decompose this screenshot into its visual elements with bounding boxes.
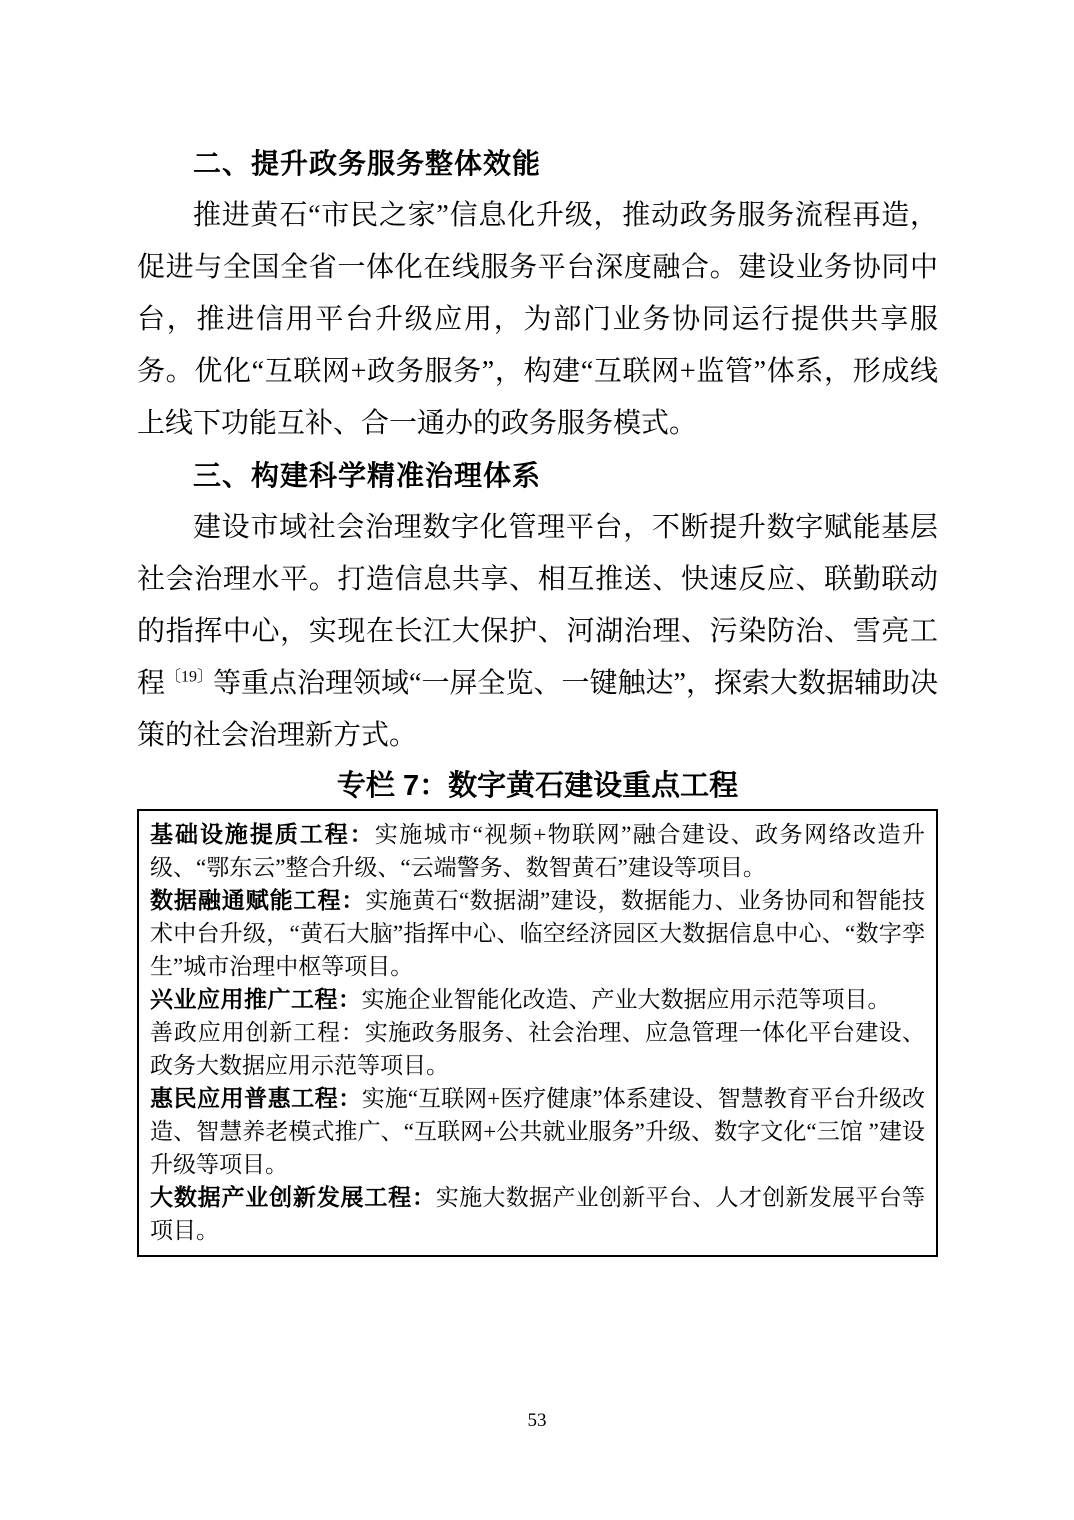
box-item-label: 数据融通赋能工程： <box>150 888 366 913</box>
box-item-label: 大数据产业创新发展工程： <box>150 1185 436 1210</box>
box-item-text: 实施政务服务、社会治理、应急管理一体化平台建设、政务大数据应用示范等项目。 <box>150 1020 925 1078</box>
paragraph-governance-text-after: 等重点治理领域“一屏全览、一键触达”，探索大数据辅助决策的社会治理新方式。 <box>137 668 938 751</box>
column-box-title: 专栏 7：数字黄石建设重点工程 <box>336 770 739 802</box>
box-item-label: 惠民应用普惠工程： <box>150 1086 362 1111</box>
paragraph-governance-text-before: 建设市域社会治理数字化管理平台，不断提升数字赋能基层社会治理水平。打造信息共享、相互推送、快速反应、联勤联动的指挥中心，实现在长江大保护、河湖治理、污染防治、雪亮工程 <box>137 512 938 699</box>
footnote-reference-19: 〔19〕 <box>165 668 214 686</box>
key-projects-box <box>137 809 938 1257</box>
box-item-text: 实施“互联网+医疗健康”体系建设、智慧教育平台升级改造、智慧养老模式推广、“互联网+公共就业服务”升级、数字文化“三馆 ”建设升级等项目。 <box>150 1086 926 1177</box>
box-item-governance-innovation <box>150 1016 925 1082</box>
box-item-bigdata-industry <box>150 1181 925 1247</box>
box-item-text: 实施城市“视频+物联网”融合建设、政务网络改造升级、“鄂东云”整合升级、“云端警务、数智黄石”建设等项目。 <box>150 822 925 880</box>
box-item-label: 兴业应用推广工程： <box>150 987 362 1012</box>
box-item-label: 善政应用创新工程： <box>150 1020 365 1045</box>
box-item-text: 实施大数据产业创新平台、人才创新发展平台等项目。 <box>150 1185 925 1243</box>
section-heading-two: 二、提升政务服务整体效能 <box>193 148 542 179</box>
box-item-public-welfare <box>150 1082 925 1181</box>
box-item-infrastructure <box>150 818 925 884</box>
box-item-industry-application <box>150 983 925 1016</box>
paragraph-governance <box>137 502 938 762</box>
box-item-data-integration <box>150 884 925 983</box>
page-number: 53 <box>527 1410 547 1431</box>
paragraph-gov-services: 推进黄石“市民之家”信息化升级，推动政务服务流程再造，促进与全国全省一体化在线服务平台深度融合。建设业务协同中台，推进信用平台升级应用，为部门业务协同运行提供共享服务。优化“互联网+政务服务”，构建“互联网+监管”体系，形成线上线下功能互补、合一通办的政务服务模式。 <box>137 200 938 439</box>
section-heading-three: 三、构建科学精准治理体系 <box>193 460 542 491</box>
box-item-label: 基础设施提质工程： <box>150 822 375 847</box>
box-item-text: 实施企业智能化改造、产业大数据应用示范等项目。 <box>361 987 891 1012</box>
box-item-text: 实施黄石“数据湖”建设，数据能力、业务协同和智能技术中台升级，“黄石大脑”指挥中心、临空经济园区大数据信息中心、“数字孪生”城市治理中枢等项目。 <box>150 888 925 979</box>
